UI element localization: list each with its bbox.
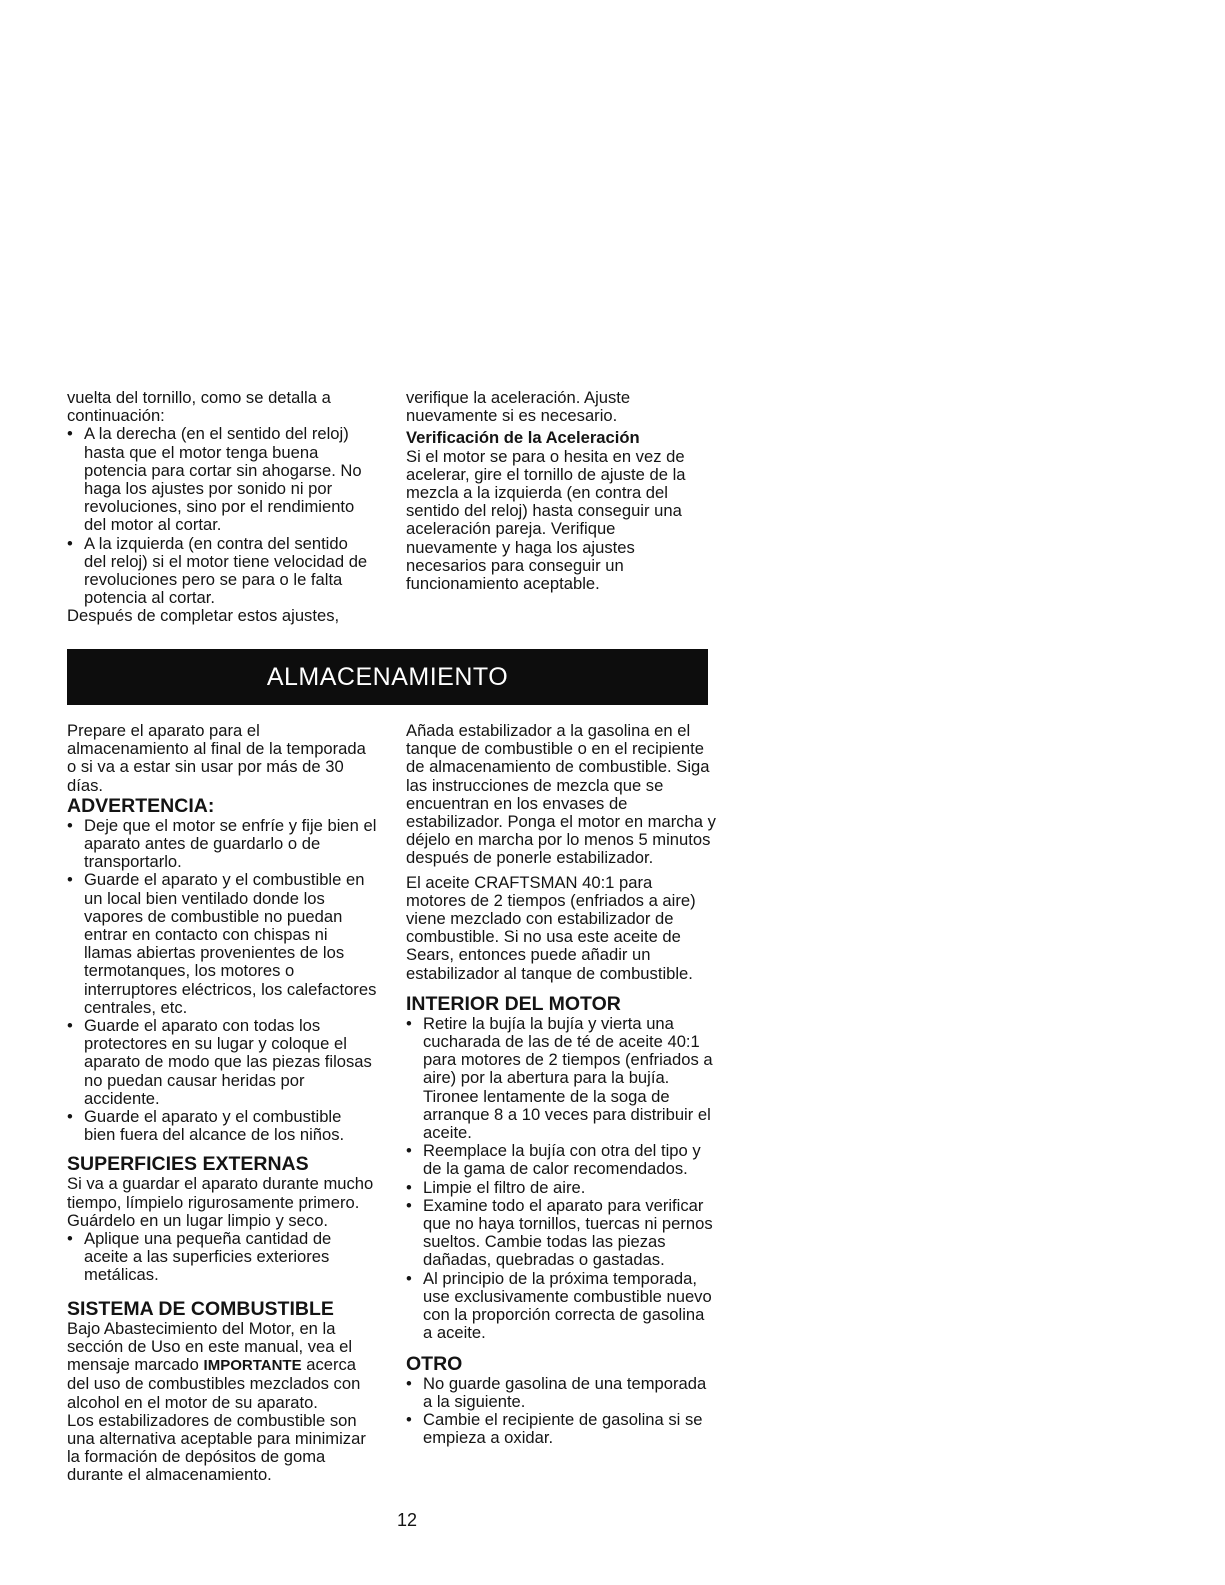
paragraph: Después de completar estos ajustes, bbox=[67, 606, 340, 626]
list-item: • A la derecha (en el sentido del reloj) hasta que el motor tenga buena potencia para cortar sin ahogarse. No haga los ajustes por sonido ni por revoluciones, sino por el rendimiento del motor al cortar. bbox=[67, 425, 372, 534]
text: Bajo Abastecimiento del Motor, en la sección de Uso en este manual, vea el mensaje marcado bbox=[67, 1318, 353, 1375]
paragraph: verifique la aceleración. Ajuste nuevamente si es necesario. bbox=[406, 388, 631, 426]
list-item: • Examine todo el aparato para verificar que no haya tornillos, tuercas ni pernos sueltos. Cambie todas las piezas dañadas, quebradas o gastadas. bbox=[406, 1197, 716, 1270]
list-item: • A la izquierda (en contra del sentido del reloj) si el motor tiene velocidad de revoluciones pero se para o le falta potencia al cortar. bbox=[67, 535, 372, 608]
paragraph: Si el motor se para o hesita en vez de acelerar, gire el tornillo de ajuste de la mezcla a la izquierda (en contra del sentido del reloj) hasta conseguir una aceleración pareja. Verifique nuevamente y haga los ajustes necesarios para conseguir un funcionamiento aceptable. bbox=[406, 446, 686, 594]
section-heading: SUPERFICIES EXTERNAS bbox=[67, 1153, 309, 1176]
section-heading: Verificación de la Aceleración bbox=[406, 428, 640, 448]
text: acerca del uso de combustibles mezclados con alcohol en el motor de su aparato. bbox=[67, 1355, 361, 1412]
paragraph: Los estabilizadores de combustible son una alternativa aceptable para minimizar la formación de depósitos de goma durante el almacenamiento. bbox=[67, 1410, 366, 1485]
list-item: • Cambie el recipiente de gasolina si se empieza a oxidar. bbox=[406, 1411, 716, 1447]
list-item: • Aplique una pequeña cantidad de aceite a las superficies exteriores metálicas. bbox=[67, 1230, 377, 1285]
list-item: • Retire la bujía la bujía y vierta una cucharada de las de té de aceite 40:1 para motores de 2 tiempos (enfriados a aire) por la abertura para la bujía. Tironee lentamente de la soga de arranque 8 a 10 veces para distribuir el aceite. bbox=[406, 1015, 716, 1142]
right-column bbox=[406, 722, 716, 1447]
list-item: • Limpie el filtro de aire. bbox=[406, 1179, 716, 1197]
list-item: • Guarde el aparato con todas los protectores en su lugar y coloque el aparato de modo que las piezas filosas no puedan causar heridas por accidente. bbox=[67, 1017, 377, 1108]
list-item: • Reemplace la bujía con otra del tipo y de la gama de calor recomendados. bbox=[406, 1142, 716, 1178]
list-item: • Guarde el aparato y el combustible en un local bien ventilado donde los vapores de combustible no puedan entrar en contacto con chispas ni llamas abiertas provenientes de los termotanques, los motores o interruptores eléctricos, los calefactores centrales, etc. bbox=[67, 871, 377, 1017]
paragraph: Si va a guardar el aparato durante mucho tiempo, límpielo rigurosamente primero. Guárdelo en un lugar limpio y seco. bbox=[67, 1174, 374, 1230]
list-item: • Guarde el aparato y el combustible bien fuera del alcance de los niños. bbox=[67, 1108, 377, 1144]
page-number: 12 bbox=[397, 1510, 418, 1530]
top-left-column bbox=[67, 389, 372, 626]
section-banner: ALMACENAMIENTO bbox=[67, 649, 708, 705]
section-heading: INTERIOR DEL MOTOR bbox=[406, 992, 621, 1015]
paragraph: Añada estabilizador a la gasolina en el tanque de combustible o en el recipiente de almacenamiento de combustible. Siga las instrucciones de mezcla que se encuentran en los envases de estabilizador. Ponga el motor en marcha y déjelo en marcha por lo menos 5 minutos después de ponerle estabilizador. bbox=[406, 721, 716, 868]
paragraph: Prepare el aparato para el almacenamiento al final de la temporada o si va a estar sin usar por más de 30 días. bbox=[67, 721, 366, 795]
paragraph: vuelta del tornillo, como se detalla a continuación: bbox=[67, 388, 331, 426]
left-column bbox=[67, 722, 377, 1485]
paragraph: El aceite CRAFTSMAN 40:1 para motores de 2 tiempos (enfriados a aire) viene mezclado con estabilizador de combustible. Si no usa este aceite de Sears, entonces puede añadir un estabilizador al tanque de combustible. bbox=[406, 872, 696, 983]
list-item: • No guarde gasolina de una temporada a la siguiente. bbox=[406, 1375, 716, 1411]
list-item: • Al principio de la próxima temporada, use exclusivamente combustible nuevo con la proporción correcta de gasolina a aceite. bbox=[406, 1270, 716, 1343]
section-heading: SISTEMA DE COMBUSTIBLE bbox=[67, 1297, 334, 1320]
paragraph bbox=[67, 1320, 377, 1412]
warning-heading: ADVERTENCIA: bbox=[67, 794, 215, 817]
list-item: • Deje que el motor se enfríe y fije bien el aparato antes de guardarlo o de transportarlo. bbox=[67, 817, 377, 872]
top-right-column bbox=[406, 389, 711, 593]
section-heading: OTRO bbox=[406, 1352, 463, 1375]
important-label: IMPORTANTE bbox=[203, 1357, 302, 1375]
